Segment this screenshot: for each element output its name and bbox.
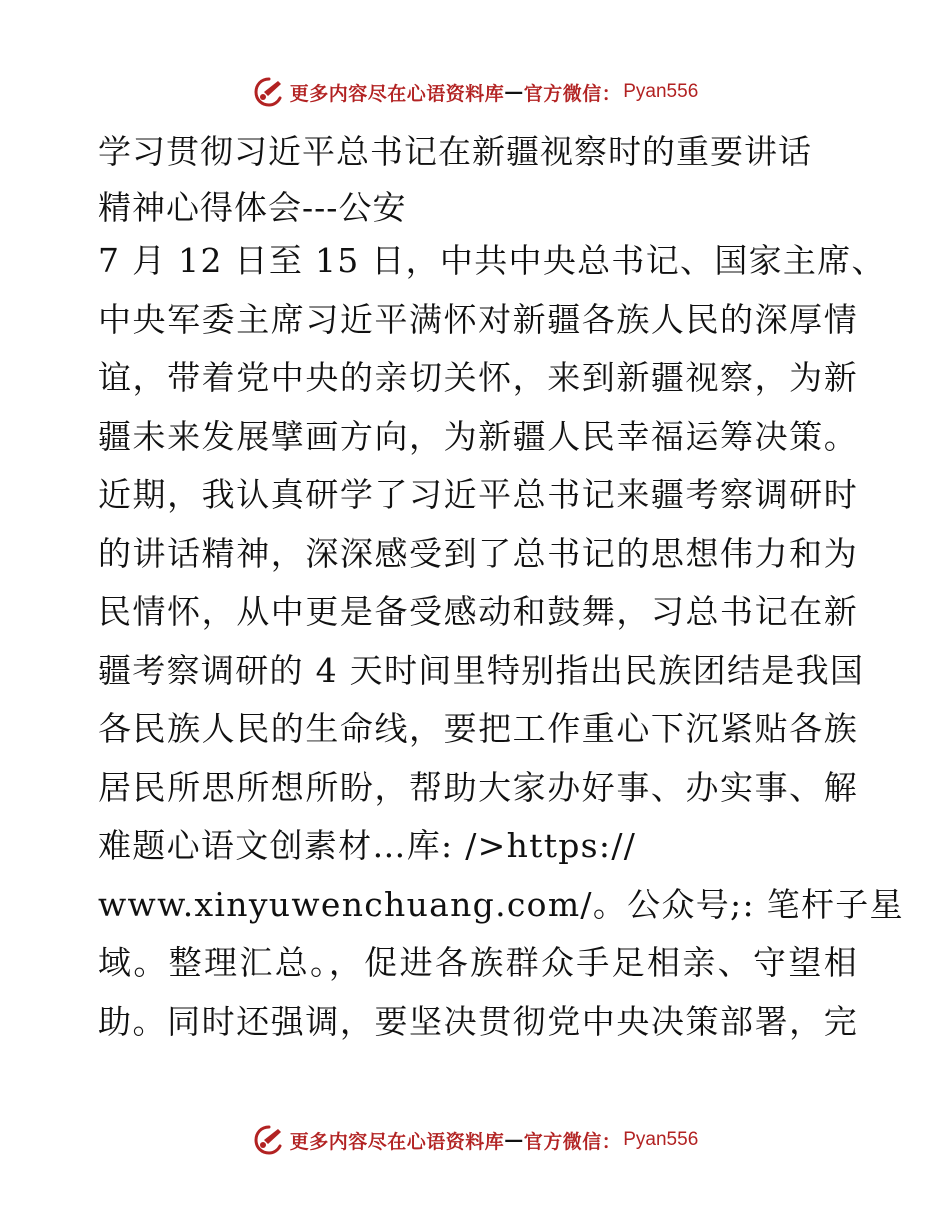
watermark-separator: — [504, 81, 524, 103]
body-line: 近期，我认真研学了习近平总书记来疆考察调研时 [98, 475, 858, 514]
body-line: 谊，带着党中央的亲切关怀，来到新疆视察，为新 [98, 358, 858, 397]
body-line: 疆未来发展擘画方向，为新疆人民幸福运筹决策。 [98, 416, 858, 456]
body-line: 居民所思所想所盼，帮助大家办好事、办实事、解 [98, 767, 858, 807]
watermark-separator: — [504, 1129, 524, 1151]
brand-logo-icon [252, 1123, 286, 1157]
watermark-brand-text: 更多内容尽在心语资料库 [289, 1130, 505, 1153]
body-line: 助。同时还强调，要坚决贯彻党中央决策部署，完 [98, 1001, 858, 1041]
body-line: 各民族人民的生命线，要把工作重心下沉紧贴各族 [98, 709, 858, 748]
watermark-wechat-label: 官方微信： [523, 1130, 622, 1153]
brand-logo-icon [252, 75, 286, 109]
body-line: 的讲话精神，深深感受到了总书记的思想伟力和为 [98, 533, 858, 573]
body-line: 难题心语文创素材…库: />https:// [98, 826, 637, 865]
watermark-wechat-id: Pyan556 [623, 1129, 699, 1150]
footer-watermark [0, 1120, 950, 1160]
title-line: 精神心得体会---公安 [98, 188, 407, 227]
watermark-brand-text: 更多内容尽在心语资料库 [289, 82, 505, 105]
body-line: 域。整理汇总。，促进各族群众手足相亲、守望相 [98, 943, 858, 982]
header-watermark [0, 72, 950, 112]
watermark-wechat-label: 官方微信： [523, 82, 622, 105]
watermark-wechat-id: Pyan556 [623, 81, 699, 102]
title-line: 学习贯彻习近平总书记在新疆视察时的重要讲话 [98, 132, 812, 171]
body-line: www.xinyuwenchuang.com/。公众号;: 笔杆子星 [98, 884, 904, 924]
document-title [98, 124, 858, 236]
body-line: 中央军委主席习近平满怀对新疆各族人民的深厚情 [98, 299, 858, 339]
body-line: 疆考察调研的 4 天时间里特别指出民族团结是我国 [98, 650, 865, 690]
body-line: 民情怀，从中更是备受感动和鼓舞，习总书记在新 [98, 592, 858, 631]
body-line: 7 月 12 日至 15 日，中共中央总书记、国家主席、 [98, 241, 886, 280]
document-body [98, 232, 904, 1051]
